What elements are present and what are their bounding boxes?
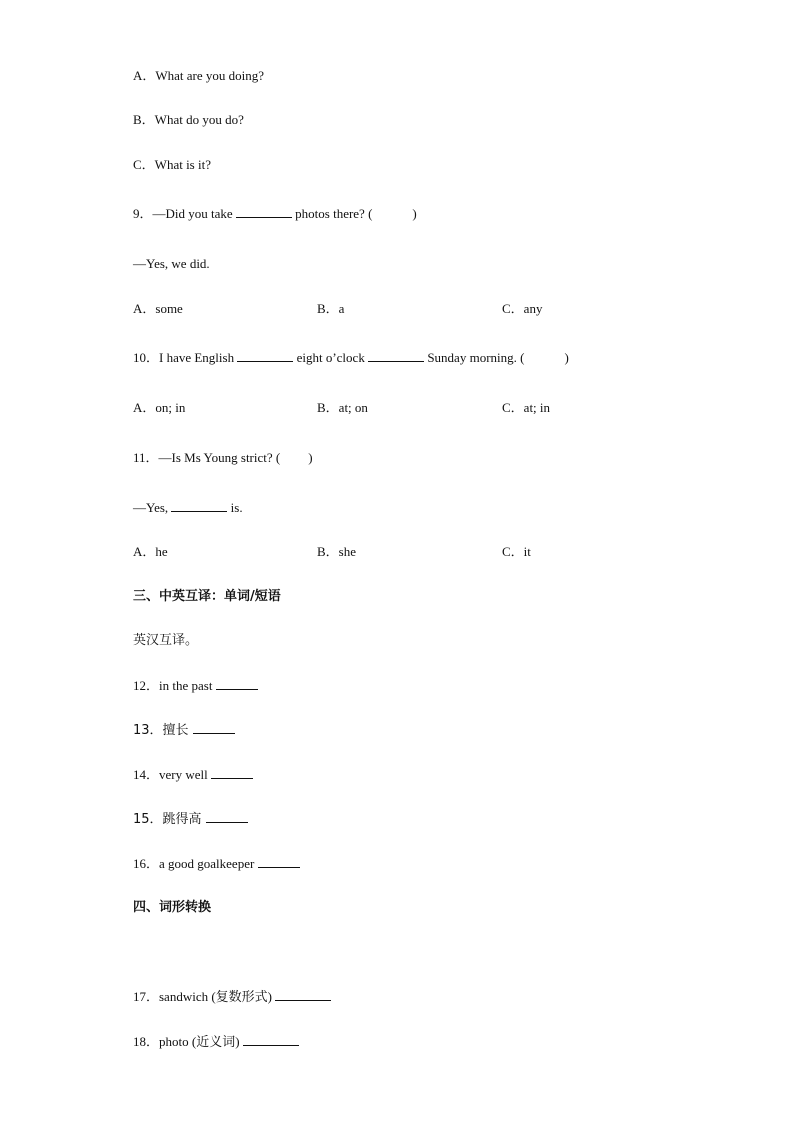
item-15-blank[interactable] [206,810,248,823]
q10-stem-after: Sunday morning. ( [424,350,525,365]
option-a[interactable]: A．What are you doing? [133,68,265,83]
item-14 [133,766,253,784]
q10-blank-2[interactable] [368,349,424,362]
item-18-text: 18．photo (近义词) [133,1034,240,1049]
item-15 [133,810,248,829]
q9-close: ) [412,206,417,221]
item-12-text: 12．in the past [133,678,213,693]
item-15-text: 15．跳得高 [133,812,202,827]
option-c[interactable]: C．What is it? [133,157,211,172]
q10-stem-mid: eight o’clock [293,350,369,365]
item-16 [133,855,300,873]
q9-blank[interactable] [236,205,292,218]
section-3-instruction: 英汉互译。 [133,633,199,648]
q9-stem-after: photos there? ( [291,206,373,221]
item-17-text: 17．sandwich (复数形式) [133,989,273,1004]
q9-option-c[interactable]: C．any [502,301,543,316]
q11-reply [133,499,243,517]
item-12 [133,677,258,695]
section-3-title: 三、中英互译：单词/短语 [133,589,281,604]
item-14-blank[interactable] [211,766,253,779]
q10-close: ) [564,350,569,365]
q9-option-a[interactable]: A．some [133,301,183,316]
q10-option-c[interactable]: C．at; in [502,400,551,415]
item-13-text: 13．擅长 [133,723,189,738]
q9-stem-before: 9．—Did you take [133,206,236,221]
item-18-blank[interactable] [243,1033,299,1046]
q10-option-b[interactable]: B．at; on [317,400,368,415]
item-17 [133,988,331,1006]
item-14-text: 14．very well [133,767,208,782]
question-9 [133,205,417,223]
section-4-title: 四、词形转换 [133,900,212,915]
item-13-blank[interactable] [193,721,235,734]
item-13 [133,721,235,740]
q10-option-a[interactable]: A．on; in [133,400,186,415]
item-12-blank[interactable] [216,677,258,690]
item-18 [133,1033,299,1051]
q11-option-b[interactable]: B．she [317,544,357,559]
item-17-blank[interactable] [275,988,331,1001]
q11-reply-after: is. [227,500,243,515]
option-b[interactable]: B．What do you do? [133,112,244,127]
q11-option-a[interactable]: A．he [133,544,168,559]
item-16-blank[interactable] [258,855,300,868]
item-16-text: 16．a good goalkeeper [133,856,255,871]
q11-reply-before: —Yes, [133,500,172,515]
q11-close: ) [308,450,313,465]
q10-blank-1[interactable] [237,349,293,362]
q10-stem-before: 10．I have English [133,350,238,365]
q9-option-b[interactable]: B．a [317,301,345,316]
question-10 [133,349,569,367]
q11-option-c[interactable]: C．it [502,544,531,559]
question-11 [133,449,313,467]
q9-reply: —Yes, we did. [133,256,210,271]
q11-blank[interactable] [171,499,227,512]
q11-stem: 11．—Is Ms Young strict? ( [133,450,281,465]
